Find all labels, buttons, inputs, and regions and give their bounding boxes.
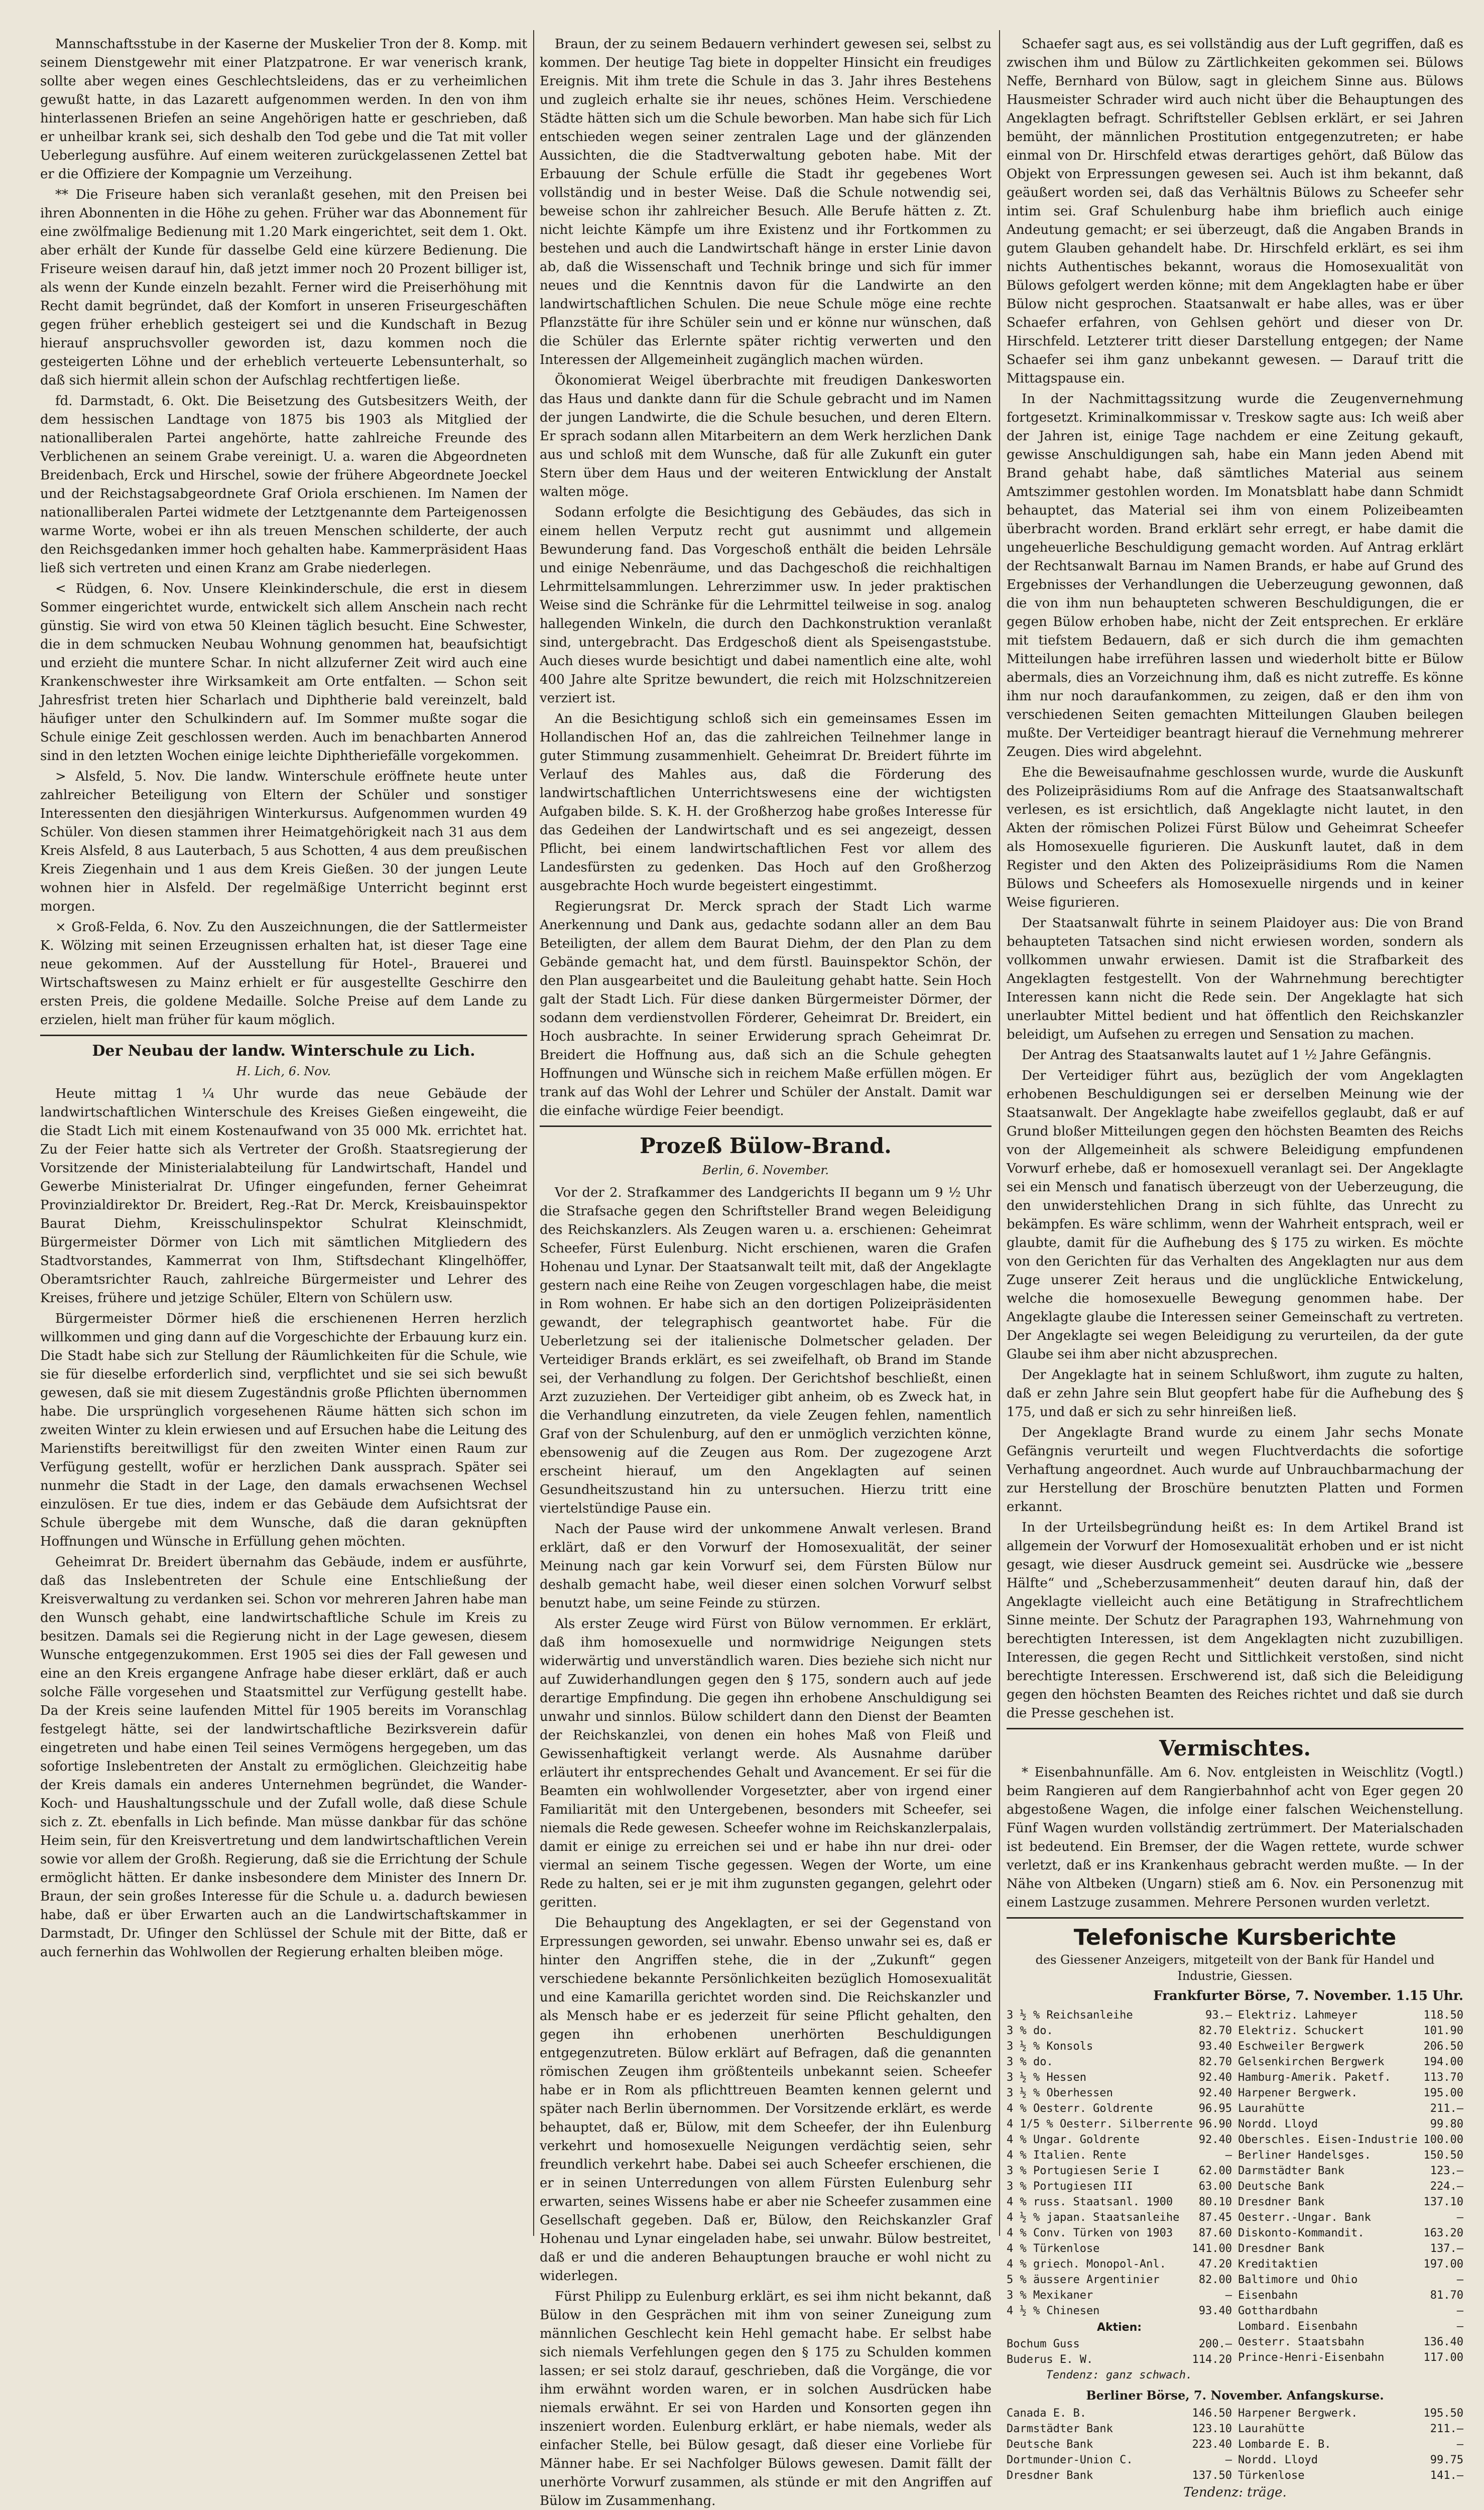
quote-name: Eschweiler Bergwerk (1238, 2040, 1365, 2053)
quote-value: 117.00 (1423, 2351, 1463, 2364)
quote-row (1007, 2101, 1232, 2116)
quote-row (1238, 2179, 1463, 2194)
quote-value: 206.50 (1423, 2040, 1463, 2053)
quote-value: 223.40 (1192, 2438, 1232, 2451)
aktien-quote-list (1007, 2336, 1232, 2367)
quote-row (1238, 2406, 1463, 2421)
quote-value: 99.80 (1430, 2118, 1463, 2130)
quote-name: Oberschles. Eisen-Industrie (1238, 2134, 1418, 2146)
quote-row (1007, 2179, 1232, 2194)
quote-row (1007, 2054, 1232, 2070)
quote-row (1238, 2101, 1463, 2116)
quote-name: 4 % Türkenlose (1007, 2242, 1100, 2255)
quote-value: 87.60 (1198, 2227, 1232, 2239)
quotes-right-column (1238, 2007, 1463, 2383)
quote-row (1007, 2148, 1232, 2163)
bond-quote-list (1007, 2007, 1232, 2319)
article-paragraph: Bürgermeister Dörmer hieß die erschienenen Herren herzlich willkommen und ging dann auf die Vorgeschichte der Erbauung kurz ein. Die Stadt habe sich zur Stellung der Räumlichkeiten für die Schule, wie sie für dieselbe erforderlich sind, verpflichtet und sie sei sich bewußt gewesen, daß sie mit diesem Zugeständnis große Pflichten übernommen habe. Die ursprünglich vorgesehenen Räume hätten sich schon im zweiten Winter zu klein erwiesen und auf Ersuchen habe die Leitung des Marienstifts bereitwilligst für den zweiten Winter einen Raum zur Verfügung gestellt, wofür er herzlichen Dank aussprach. Später sei nunmehr die Stadt in der Lage, den damals erwachsenen Wechsel einzulösen. Er tue dies, indem er das Gebäude dem Aufsichtsrat der Schule übergebe mit dem Wunsche, daß die daran geknüpften Hoffnungen und Wünsche in Erfüllung gehen möchten. (40, 1311, 527, 1549)
article-paragraph: Die Behauptung des Angeklagten, er sei der Gegenstand von Erpressungen geworden, sei unwahr. Ebenso unwahr sei es, daß er hinter den Angriffen stehe, die in der „Zukunft“ gegen verschiedene bekannte Persönlichkeiten bezüglich Homosexualität und eine Kamarilla gerichtet worden sind. Die Reichskanzler und als Mensch habe er es jederzeit für seine Pflicht gehalten, den gegen ihn erhobenen unerhörten Beschuldigungen entgegenzutreten. Bülow erklärt auf Befragen, daß die genannten römischen Zeugen ihm größtenteils unbekannt seien. Scheefer habe er in Rom als pflichttreuen Beamten kennen gelernt und später nach Berlin übernommen. Der Vorsitzende erklärt, es werde behauptet, daß er, Bülow, mit dem Scheefer, der ihn Eulenburg verkehrt und homosexuelle Neigungen verdächtig seien, sehr freundlich verkehrt habe. Dabei sei auch Scheefer erschienen, die er in seinen Unterredungen von allem Fürsten Eulenburg sehr erwarten, seines Wissens habe er aber nie Scheefer zusammen eine Gesellschaft gegeben. Daß er, Bülow, den Reichskanzler Graf Hohenau und Lynar eingeladen habe, sei unwahr. Bülow bestreitet, daß er und die anderen Behauptungen brauche er wohl nicht zu widerlegen. (540, 1916, 992, 2284)
quote-value: 47.20 (1198, 2258, 1232, 2271)
quote-row (1238, 2023, 1463, 2039)
quote-name: Prince-Henri-Eisenbahn (1238, 2351, 1385, 2364)
quote-name: 3 % do. (1007, 2056, 1053, 2068)
quote-row (1238, 2085, 1463, 2101)
quote-row (1238, 2116, 1463, 2132)
section-divider (540, 1125, 992, 1127)
quote-name: 3 ½ % Reichsanleihe (1007, 2009, 1133, 2022)
quote-value: 137.— (1430, 2242, 1463, 2255)
quote-name: Kreditaktien (1238, 2258, 1318, 2271)
quote-row (1007, 2023, 1232, 2039)
quote-value: 141.— (1430, 2469, 1463, 2482)
tendency-note: Tendenz: träge. (1183, 2485, 1287, 2500)
article-paragraph: × Groß-Felda, 6. Nov. Zu den Auszeichnungen, die der Sattlermeister K. Wölzing mit seinen Erzeugnissen erhalten hat, ist dieser Tage eine neue gekommen. Auf der Ausstellung für Hotel-, Brauerei und Wirtschaftswesen zu Mainz erhielt er für ausgestellte Geschirre den ersten Preis, die goldene Medaille. Solche Preise auf dem Lande zu erzielen, hielt man früher für kaum möglich. (40, 920, 527, 1028)
frankfurt-exchange-heading: Frankfurter Börse, 7. November. 1.15 Uhr. (1153, 1988, 1463, 2003)
quote-value: 163.20 (1423, 2227, 1463, 2239)
quote-row (1238, 2334, 1463, 2350)
quote-value: 197.00 (1423, 2258, 1463, 2271)
quote-value: 96.95 (1198, 2102, 1232, 2115)
quote-row (1238, 2039, 1463, 2054)
article-paragraph: Der Angeklagte Brand wurde zu einem Jahr sechs Monate Gefängnis verurteilt und wegen Fluchtverdachts die sofortige Verhaftung angeordnet. Auch wurde auf Unbrauchbarmachung der zur Herstellung der Broschüre benutzten Platten und Formen erkannt. (1007, 1425, 1463, 1515)
quote-row (1007, 2039, 1232, 2054)
quote-value: 81.70 (1430, 2289, 1463, 2302)
quote-name: Buderus E. W. (1007, 2353, 1093, 2366)
article-dateline: H. Lich, 6. Nov. (236, 1064, 331, 1078)
quote-row (1238, 2272, 1463, 2288)
quote-name: Canada E. B. (1007, 2407, 1086, 2420)
article-paragraph: Als erster Zeuge wird Fürst von Bülow vernommen. Er erklärt, daß ihm homosexuelle und normwidrige Neigungen stets widerwärtig und unverständlich waren. Dies beziehe sich nicht nur auf Zuwiderhandlungen gegen den § 175, sondern auch auf jede derartige Empfindung. Die gegen ihn erhobene Anschuldigung sei unwahr und sinnlos. Bülow schildert dann den Dienst der Beamten der Reichskanzlei, von denen ein hohes Maß von Fleiß und Gewissenhaftigkeit verlangt werde. Als Ausnahme darüber erläutert ihr entsprechendes Gehalt und Avancement. Er sei für die Beamten ein wohlwollender Vorgesetzter, aber von irgend einer Familiarität mit den Untergebenen, besonders mit Scheefer, sei niemals die Rede gewesen. Scheefer wohne im Reichskanzlerpalais, damit er einige zu erreichen sei und er habe ihn nur drei- oder viermal an seinem Tische gegessen. Wegen der Worte, um eine Rede zu halten, sei er je mit ihm zugunsten gegangen, gelehrt oder geritten. (540, 1616, 992, 1910)
quote-name: Dresdner Bank (1007, 2469, 1093, 2482)
quote-row (1007, 2406, 1232, 2421)
quote-row (1238, 2350, 1463, 2365)
quote-name: Lombard. Eisenbahn (1238, 2320, 1358, 2333)
quote-name: Dresdner Bank (1238, 2242, 1325, 2255)
section-divider (1007, 1917, 1463, 1919)
quote-value: — (1225, 2149, 1232, 2162)
quote-name: Darmstädter Bank (1238, 2165, 1344, 2177)
quote-name: Elektriz. Lahmeyer (1238, 2009, 1358, 2022)
quote-name: 3 ½ % Konsols (1007, 2040, 1093, 2053)
quote-row (1007, 2070, 1232, 2085)
berlin-quotes (1007, 2406, 1463, 2483)
quote-row (1007, 2303, 1232, 2319)
quote-value: 100.00 (1423, 2134, 1463, 2146)
quote-row (1007, 2437, 1232, 2452)
quote-value: 137.10 (1423, 2196, 1463, 2208)
quote-row (1007, 2132, 1232, 2148)
quote-row (1238, 2194, 1463, 2210)
quote-row (1007, 2085, 1232, 2101)
quote-name: 4 % russ. Staatsanl. 1900 (1007, 2196, 1173, 2208)
quote-value: 194.00 (1423, 2056, 1463, 2068)
quote-value: 92.40 (1198, 2071, 1232, 2084)
quote-value: 211.— (1430, 2423, 1463, 2435)
quote-row (1238, 2468, 1463, 2483)
quote-name: 4 % Italien. Rente (1007, 2149, 1127, 2162)
quote-name: 4 % griech. Monopol-Anl. (1007, 2258, 1166, 2271)
quote-name: 3 % Portugiesen III (1007, 2180, 1133, 2193)
quote-value: 87.45 (1198, 2211, 1232, 2224)
quote-row (1007, 2468, 1232, 2483)
quote-value: 92.40 (1198, 2087, 1232, 2099)
quote-row (1007, 2452, 1232, 2468)
quote-row (1238, 2303, 1463, 2319)
berlin-exchange-heading: Berliner Börse, 7. November. Anfangskurse. (1086, 2388, 1384, 2403)
quote-row (1007, 2288, 1232, 2303)
quote-value: 82.70 (1198, 2056, 1232, 2068)
quote-value: 93.— (1205, 2009, 1232, 2022)
quote-name: Harpener Bergwerk. (1238, 2087, 1358, 2099)
article-paragraph: Geheimrat Dr. Breidert übernahm das Gebäude, indem er ausführte, daß das Inslebentreten der Schule eine Entschließung der Kreisverwaltung zu verdanken sei. Schon vor mehreren Jahren habe man den Wunsch gehabt, eine landwirtschaftliche Schule im Kreis zu besitzen. Damals sei die Regierung nicht in der Lage gewesen, diesem Wunsche entgegenzukommen. Erst 1905 sei dies der Fall gewesen und eine an den Kreis ergangene Anfrage habe dieser erklärt, daß er auch solche Fälle vorgesehen und Staatsmittel zur Verfügung gestellt habe. Da der Kreis seine laufenden Mittel für 1905 bereits im Voranschlag festgelegt hätte, sei der landwirtschaftliche Bezirksverein dafür eingetreten und habe einen Teil seines Vermögens hergegeben, um das sofortige Inslebentreten der Anstalt zu ermöglichen. Gleichzeitig habe der Kreis damals ein anderes Unternehmen begründet, die Wander-Koch- und Haushaltungsschule und der Zufall wolle, daß diese Schule sich z. Zt. ebenfalls in Lich befinde. Man müsse dankbar für das schöne Heim sein, für den Kreisvertretung und dem landwirtschaftlichen Verein sowie vor allem der Großh. Regierung, daß sie die Errichtung der Schule ermöglicht hätten. Er danke insbesondere dem Minister des Innern Dr. Braun, der sein großes Interesse für die Schule u. a. dadurch bewiesen habe, daß er über Erwarten auch an die Landwirtschaftskammer in Darmstadt, Dr. Ufinger den Schlüssel der Schule mit der Bitte, daß er auch fernerhin das Wohlwollen der Regierung erhalten bleiben möge. (40, 1555, 527, 1960)
section-divider (1007, 1728, 1463, 1729)
quote-row (1007, 2116, 1232, 2132)
quote-row (1238, 2007, 1463, 2023)
article-paragraph: Heute mittag 1 ¼ Uhr wurde das neue Gebäude der landwirtschaftlichen Winterschule des Kreises Gießen eingeweiht, die die Stadt Lich mit einem Kostenaufwand von 35 000 Mk. errichtet hat. Zu der Feier hatte sich als Vertreter der Großh. Staatsregierung der Vorsitzende der Ministerialabteilung für Landwirtschaft, Handel und Gewerbe Ministerialrat Dr. Ufinger eingefunden, ferner Geheimrat Provinzialdirektor Dr. Breidert, Reg.-Rat Dr. Merck, Kreisbauinspektor Baurat Diehm, Kreisschulinspektor Schulrat Kleinschmidt, Bürgermeister Dörmer von Lich mit sämtlichen Mitgliedern des Stadtvorstandes, Kammerrat von Ihm, Stiftsdechant Klingelhöffer, Oberamtsrichter Rauch, zahlreiche Bürgermeister und Lehrer des Kreises, frühere und jetzige Schüler, Eltern von Schülern usw. (40, 1086, 527, 1306)
quote-row (1238, 2256, 1463, 2272)
quote-value: — (1225, 2289, 1232, 2302)
column-3 (1007, 35, 1463, 2500)
quote-row (1238, 2421, 1463, 2437)
frankfurt-quotes (1007, 2007, 1463, 2383)
quote-name: Oesterr.-Ungar. Bank (1238, 2211, 1371, 2224)
article-paragraph: Mannschaftsstube in der Kaserne der Muskelier Tron der 8. Komp. mit seinem Dienstgewehr mit einer Platzpatrone. Er war venerisch krank, sollte aber wegen eines Geschlechtsleidens, das er zu verheimlichen gewußt hatte, in das Lazarett aufgenommen werden. In den von ihm hinterlassenen Briefen an seine Angehörigen hatte er geschrieben, daß er unheilbar krank sei, sich deshalb den Tod gebe und die Tat mit voller Ueberlegung ausführe. Auf einem weiteren zurückgelassenen Zettel bat er die Offiziere der Kompagnie um Verzeihung. (40, 37, 527, 182)
article-paragraph: Fürst Philipp zu Eulenburg erklärt, es sei ihm nicht bekannt, daß Bülow in den Gesprächen mit ihm von seiner Zuneigung zum männlichen Geschlecht kein Hehl gemacht habe. Er selbst habe sich niemals Verfehlungen gegen den § 175 zu Schulden kommen lassen; er sei stolz darauf, geschrieben, daß die Vorgänge, die vor ihm erwähnt worden waren, er in solchen Ausdrücken habe niemals erwähnt. Er sei von Harden und Konsorten gegen ihn inszeniert worden. Eulenburg erklärt, er habe niemals, weder als einfacher Stelle, bei Bülow gesagt, daß dieser eine Vorliebe für Männer habe. Er sei Nachfolger Bülows gewesen. Damit fällt der unerhörte Vorwurf zusammen, als stünde er mit den Angriffen auf Bülow im Zusammenhang. (540, 2289, 992, 2508)
quote-value: 136.40 (1423, 2336, 1463, 2348)
quote-name: Darmstädter Bank (1007, 2423, 1113, 2435)
article-paragraph: In der Nachmittagssitzung wurde die Zeugenvernehmung fortgesetzt. Kriminalkommissar v. Treskow sagte aus: Ich weiß aber der Jahren ist, einige Tage nachdem er eine Zeitung gekauft, gewisse Anschuldigungen sah, habe ein Mann jeden Abend mit Brand gehabt habe, daß sämtliches Material aus seinem Amtszimmer gestohlen worden. Im Monatsblatt habe dann Schmidt behauptet, das Material sei ihm von einem Polizeibeamten überbracht worden. Brand erklärt sehr erregt, er habe damit die ungeheuerliche Beschuldigung gemacht worden. Auf Antrag erklärt der Rechtsanwalt Barnau im Namen Brands, er habe auf Grund des Ergebnisses der Verhandlungen die Ueberzeugung gewonnen, daß die von ihm nun behaupteten schweren Beschuldigungen, die er gegen Bülow erhoben habe, nicht der Zeit entsprechen. Er erkläre mit tiefstem Bedauern, daß er sich durch die ihm gemachten Mitteilungen habe irreführen lassen und wiederholt bitte er Bülow abermals, dies an Vorzeichnung ihm, daß es nicht zutreffe. Es könne ihm nur noch daraufankommen, zu zeigen, daß er den ihm von verschiedenen Seiten gemachten Mitteilungen Glauben beilegen mußte. Der Verteidiger beantragt hierauf die Vernehmung mehrerer Zeugen. Dies wird abgelehnt. (1007, 392, 1463, 760)
quote-row (1238, 2148, 1463, 2163)
quote-row (1007, 2421, 1232, 2437)
berlin-quotes-left (1007, 2406, 1232, 2483)
quote-name: Dortmunder-Union C. (1007, 2454, 1133, 2466)
quote-name: 4 1/5 % Oesterr. Silberrente (1007, 2118, 1193, 2130)
quote-name: Diskonto-Kommandit. (1238, 2227, 1365, 2239)
article-paragraph: > Alsfeld, 5. Nov. Die landw. Winterschule eröffnete heute unter zahlreicher Beteiligung von Eltern der Schüler und sonstiger Interessenten den diesjährigen Winterkursus. Aufgenommen wurden 49 Schüler. Von diesen stammen ihrer Heimatgehörigkeit nach 31 aus dem Kreis Alsfeld, 8 aus Lauterbach, 5 aus Schotten, 4 aus dem preußischen Kreis Ziegenhain und 1 aus dem Kreis Gießen. 30 der jungen Leute wohnen hier in Alsfeld. Der regelmäßige Unterricht beginnt erst morgen. (40, 769, 527, 914)
quote-name: Laurahütte (1238, 2102, 1305, 2115)
quote-value: 82.00 (1198, 2274, 1232, 2286)
quote-value: 137.50 (1192, 2469, 1232, 2482)
quote-name: Laurahütte (1238, 2423, 1305, 2435)
quote-value: — (1456, 2320, 1463, 2333)
quote-value: 195.50 (1423, 2407, 1463, 2420)
quote-value: 118.50 (1423, 2009, 1463, 2022)
quote-value: 150.50 (1423, 2149, 1463, 2162)
quote-value: — (1456, 2438, 1463, 2451)
stock-report (1007, 1924, 1463, 2502)
quote-row (1238, 2452, 1463, 2468)
quote-value: 211.— (1430, 2102, 1463, 2115)
quote-name: Oesterr. Staatsbahn (1238, 2336, 1365, 2348)
article-paragraph: < Rüdgen, 6. Nov. Unsere Kleinkinderschule, die erst in diesem Sommer eingerichtet wurde, entwickelt sich allem Anschein nach recht günstig. Sie wird von etwa 50 Kleinen täglich besucht. Eine Schwester, die in dem schmucken Neubau Wohnung genommen hat, beaufsichtigt und erzieht die muntere Schar. In nicht allzuferner Zeit wird auch eine Krankenschwester ihre Wirksamkeit am Orte entfalten. — Schon seit Jahresfrist treten hier Scharlach und Diphtherie bald vereinzelt, bald häufiger unter den Schulkindern auf. Im Sommer mußte sogar die Schule einige Zeit geschlossen werden. Auch im benachbarten Annerod sind in den letzten Wochen einige leichte Diphtheriefälle vorgekommen. (40, 581, 527, 764)
quote-value: 146.50 (1192, 2407, 1232, 2420)
quote-value: 82.70 (1198, 2025, 1232, 2037)
quote-name: 4 % Oesterr. Goldrente (1007, 2102, 1153, 2115)
quote-name: 3 % Portugiesen Serie I (1007, 2165, 1160, 2177)
quote-value: 96.90 (1198, 2118, 1232, 2130)
quote-row (1238, 2319, 1463, 2334)
column-2 (540, 35, 992, 2508)
article-paragraph: Der Staatsanwalt führte in seinem Plaidoyer aus: Die von Brand behaupteten Tatsachen sind nicht erwiesen worden, sondern als vollkommen unwahr erwiesen. Damit ist die Strafbarkeit des Angeklagten festgestellt. Von der Wahrnehmung berechtigter Interessen kann nicht die Rede sein. Der Angeklagte hat sich unerlaubter Mittel bedient und hat öffentlich den Reichskanzler beleidigt, um Aufsehen zu erregen und Sensation zu machen. (1007, 916, 1463, 1042)
quote-name: Nordd. Lloyd (1238, 2118, 1318, 2130)
quote-value: 200.— (1198, 2338, 1232, 2350)
quote-name: Deutsche Bank (1238, 2180, 1325, 2193)
section-divider (40, 1035, 527, 1036)
quote-value: 62.00 (1198, 2165, 1232, 2177)
quote-row (1238, 2437, 1463, 2452)
quote-value: — (1225, 2454, 1232, 2466)
quote-name: 4 % Ungar. Goldrente (1007, 2134, 1140, 2146)
quote-row (1007, 2256, 1232, 2272)
quote-value: 63.00 (1198, 2180, 1232, 2193)
quote-name: 3 % do. (1007, 2025, 1053, 2037)
section-headline: Vermischtes. (1159, 1736, 1311, 1761)
quote-name: 3 % Mexikaner (1007, 2289, 1093, 2302)
quote-value: 99.75 (1430, 2454, 1463, 2466)
quote-value: 224.— (1430, 2180, 1463, 2193)
column-divider (533, 30, 534, 2236)
quote-row (1007, 2210, 1232, 2225)
quote-value: 93.40 (1198, 2305, 1232, 2317)
quote-value: 123.— (1430, 2165, 1463, 2177)
quote-value: 80.10 (1198, 2196, 1232, 2208)
article-paragraph: Nach der Pause wird der unkommene Anwalt verlesen. Brand erklärt, daß er den Vorwurf der Homosexualität, der seiner Meinung nach gar kein Vorwurf sei, dem Fürsten Bülow nur deshalb gemacht habe, weil dieser einen solchen Vorwurf selbst benutzt habe, um seine Feinde zu stürzen. (540, 1522, 992, 1611)
quote-value: 93.40 (1198, 2040, 1232, 2053)
quote-name: Dresdner Bank (1238, 2196, 1325, 2208)
quote-row (1238, 2070, 1463, 2085)
quote-value: 113.70 (1423, 2071, 1463, 2084)
quote-value: 123.10 (1192, 2423, 1232, 2435)
quote-name: Gotthardbahn (1238, 2305, 1318, 2317)
stock-report-subtitle: des Giessener Anzeigers, mitgeteilt von der Bank für Handel und Industrie, Giessen. (1035, 1953, 1435, 1983)
quote-name: Lombarde E. B. (1238, 2438, 1331, 2451)
quote-name: 4 ½ % japan. Staatsanleihe (1007, 2211, 1180, 2224)
quote-name: Baltimore und Ohio (1238, 2274, 1358, 2286)
article-paragraph: In der Urteilsbegründung heißt es: In dem Artikel Brand ist allgemein der Vorwurf der Homosexualität erhoben und er ist nicht gesagt, wie dieser Ausdruck gemeint sei. Ausdrücke wie „bessere Hälfte“ und „Scheberzusammenheit“ deuten darauf hin, daß der Angeklagte vielleicht auch eine Betätigung in Strafrechtlichem Sinne meinte. Der Schutz der Paragraphen 193, Wahrnehmung von berechtigten Interessen, ist dem Angeklagten nicht zuzubilligen. Interessen, die gegen Recht und Sittlichkeit verstoßen, sind nicht berechtigte Interessen. Erschwerend ist, daß sich die Beleidigung gegen den höchsten Beamten des Reiches richtet und daß sie durch die Presse geschehen ist. (1007, 1520, 1463, 1721)
article-paragraph: Der Verteidiger führt aus, bezüglich der vom Angeklagten erhobenen Beschuldigungen sei er derselben Meinung wie der Staatsanwalt. Der Angeklagte habe zweifellos geglaubt, daß er auf Grund bloßer Mitteilungen gegen den höchsten Beamten des Reichs von der Allgemeinheit als schwere Beleidigung empfundenen Vorwurf erhebe, daß er homosexuell veranlagt sei. Der Angeklagte sei ein Mensch und fanatisch überzeugt von der Ueberzeugung, die den unwiderstehlichen Drang in sich fühlte, das Unrecht zu bekämpfen. Es wäre schlimm, wenn der Wahrheit entsprach, weil er glaubte, damit für die Aufhebung des § 175 zu wirken. Es möchte von den Gerichten für das Verhalten des Angeklagten nur aus dem Zuge unserer Zeit heraus und die unglückliche Entwickelung, welche die homosexuelle Bewegung genommen habe. Der Angeklagte glaube die Interessen seiner Gemeinschaft zu vertreten. Der Angeklagte sei wegen Beleidigung zu verurteilen, da der gute Glaube sei ihm aber nicht abzusprechen. (1007, 1068, 1463, 1362)
quote-name: Hamburg-Amerik. Paketf. (1238, 2071, 1391, 2084)
article-dateline: Berlin, 6. November. (702, 1163, 829, 1177)
stock-report-title: Telefonische Kursberichte (1073, 1925, 1397, 1950)
quote-row (1007, 2352, 1232, 2367)
article-paragraph: * Eisenbahnunfälle. Am 6. Nov. entgleisten in Weischlitz (Vogtl.) beim Rangieren auf dem Rangierbahnhof acht von Eger gegen 20 abgestoßene Wagen, die infolge einer falschen Weichenstellung. Fünf Wagen wurden vollständig zertrümmert. Der Materialschaden ist bedeutend. Ein Bremser, der die Wagen rettete, wurde schwer verletzt, daß er ins Krankenhaus gebracht werden mußte. — In der Nähe von Altbeken (Ungarn) stieß am 6. Nov. ein Personenzug mit einem Lastzuge zusammen. Mehrere Personen wurden verletzt. (1007, 1765, 1463, 1910)
quote-value: 114.20 (1192, 2353, 1232, 2366)
berlin-quotes-right (1238, 2406, 1463, 2483)
article-paragraph: Schaefer sagt aus, es sei vollständig aus der Luft gegriffen, daß es zwischen ihm und Bülow zu Zärtlichkeiten gekommen sei. Bülows Neffe, Bernhard von Bülow, sagt in gleichem Sinne aus. Bülows Hausmeister Schrader wird auch nicht über die Behauptungen des Angeklagten befragt. Schriftsteller Geblsen erklärt, er sei Jahren bemüht, der männlichen Prostitution entgegenzutreten; er habe einmal von Dr. Hirschfeld etwas derartiges gehört, daß Bülow das Objekt von Erpressungen gewesen sei. Auch ist ihm bekannt, daß geäußert worden sei, daß das Verhältnis Bülows zu Scheefer sehr intim sei. Graf Schulenburg habe ihm brieflich auch einige Andeutung gemacht; er sei überzeugt, daß die Angaben Brands in gutem Glauben gehandelt habe. Dr. Hirschfeld erklärt, es sei ihm nichts Authentisches bekannt, woraus die Homosexualität von Bülows gefolgert werden könne; mit dem Angeklagten habe er über Bülow nicht gesprochen. Staatsanwalt er habe alles, was er über Schaefer erfahren, von Gehlsen gehört und dieser von Dr. Hirschfeld. Letzterer tritt dieser Darstellung entgegen; der Name Schaefer sei ihm ganz unbekannt gewesen. — Darauf tritt die Mittagspause ein. (1007, 37, 1463, 386)
article-paragraph: fd. Darmstadt, 6. Okt. Die Beisetzung des Gutsbesitzers Weith, der dem hessischen Landtage von 1875 bis 1903 als Mitglied der nationalliberalen Partei angehörte, hatte zahlreiche Freunde des Verblichenen an seinem Grabe vereinigt. U. a. waren die Abgeordneten Breidenbach, Erck und Hirschel, sowie der frühere Abgeordnete Joeckel und der Reichstagsabgeordnete Graf Oriola erschienen. Im Namen der nationalliberalen Partei widmete der Letztgenannte dem Parteigenossen warme Worte, wobei er ihn als treuen Menschen schilderte, der auch den Reichsgedanken immer hoch gehalten habe. Kammerpräsident Haas ließ sich vertreten und einen Kranz am Grabe niederlegen. (40, 394, 527, 576)
quote-row (1007, 2007, 1232, 2023)
quote-name: Eisenbahn (1238, 2289, 1298, 2302)
quote-name: Gelsenkirchen Bergwerk (1238, 2056, 1385, 2068)
quote-value: — (1456, 2211, 1463, 2224)
aktien-heading: Aktien: (1096, 2321, 1142, 2334)
quote-value: — (1456, 2274, 1463, 2286)
article-paragraph: Der Angeklagte hat in seinem Schlußwort, ihm zugute zu halten, daß er zehn Jahre sein Blut geopfert habe für die Aufhebung des § 175, und daß er sich zu sehr hinreißen ließ. (1007, 1367, 1463, 1420)
quote-value: 92.40 (1198, 2134, 1232, 2146)
quote-name: 4 ½ % Chinesen (1007, 2305, 1100, 2317)
quote-row (1007, 2272, 1232, 2288)
quote-row (1238, 2163, 1463, 2179)
quote-name: Berliner Handelsges. (1238, 2149, 1371, 2162)
quote-name: Elektriz. Schuckert (1238, 2025, 1365, 2037)
article-paragraph: ** Die Friseure haben sich veranlaßt gesehen, mit den Preisen bei ihren Abonnenten in die Höhe zu gehen. Früher war das Abonnement für eine zwölfmalige Bedienung mit 1.20 Mark eingerichtet, seit dem 1. Okt. aber erhält der Kunde für dasselbe Geld eine kürzere Bedienung. Die Friseure weisen darauf hin, daß jetzt immer noch 20 Prozent billiger ist, als wenn der Kunde einzeln bezahlt. Ferner wird die Preiserhöhung mit Recht damit begründet, daß der Komfort in unseren Friseurgeschäften gegen früher erheblich gesteigert sei und die Kundschaft in Bezug hierauf anspruchsvoller geworden ist, dazu kommen noch die gesteigerten Löhne und der erheblich verteuerte Lebensunterhalt, so daß sich hiermit allein schon der Aufschlag rechtfertigen ließe. (40, 187, 527, 388)
article-headline: Der Neubau der landw. Winterschule zu Lich. (92, 1042, 475, 1060)
quote-name: Deutsche Bank (1007, 2438, 1093, 2451)
quote-row (1007, 2163, 1232, 2179)
article-paragraph: Braun, der zu seinem Bedauern verhindert gewesen sei, selbst zu kommen. Der heutige Tag biete in doppelter Hinsicht ein freudiges Ereignis. Mit ihm trete die Schule in das 3. Jahr ihres Bestehens und zugleich erhalte sie ihr neues, schönes Heim. Verschiedene Städte hätten sich um die Schule beworben. Man habe sich für Lich entschieden wegen seiner zentralen Lage und der glänzenden Aussichten, die die Stadtverwaltung geboten habe. Mit der Erbauung der Schule erfülle die Stadt ihr gegebenes Wort vollständig und in bester Weise. Daß die Schule notwendig sei, beweise schon ihr zahlreicher Besuch. Alle Berufe hätten z. Zt. nicht leichte Kämpfe um ihre Existenz und ihr Fortkommen zu bestehen und auch die Landwirtschaft hänge in erster Linie davon ab, daß die Wissenschaft und Technik bringe und sich für immer neues und die Kenntnis davon für die Landwirte an den landwirtschaftlichen Schulen. Die neue Schule möge eine rechte Pflanzstätte für ihre Schüler sein und er könne nur wünschen, daß die Schüler das Erlernte später richtig verwerten und den Interessen der Allgemeinheit zugänglich machen würden. (540, 37, 992, 367)
quote-row (1238, 2241, 1463, 2256)
quote-row (1238, 2054, 1463, 2070)
quote-name: Harpener Bergwerk. (1238, 2407, 1358, 2420)
quote-row (1238, 2225, 1463, 2241)
column-1 (40, 35, 527, 2233)
article-paragraph: An die Besichtigung schloß sich ein gemeinsames Essen im Hollandischen Hof an, das die zahlreichen Teilnehmer lange in guter Stimmung zusammenhielt. Geheimrat Dr. Breidert führte im Verlauf des Mahles aus, daß die Förderung des landwirtschaftlichen Unterrichtswesens eine der wichtigsten Aufgaben bilde. S. K. H. der Großherzog habe großes Interesse für das Gedeihen der Landwirtschaft und es sei angezeigt, dessen Pflicht, bei einem landwirtschaftlichen Fest vor allem des Landesfürsten zu gedenken. Das Hoch auf den Großherzog ausgebrachte Hoch wurde begeistert eingestimmt. (540, 711, 992, 894)
quote-name: 5 % äussere Argentinier (1007, 2274, 1160, 2286)
quote-name: Türkenlose (1238, 2469, 1305, 2482)
quote-row (1007, 2336, 1232, 2352)
quote-row (1007, 2241, 1232, 2256)
quote-name: 3 ½ % Hessen (1007, 2071, 1086, 2084)
quote-row (1238, 2132, 1463, 2148)
article-paragraph: Regierungsrat Dr. Merck sprach der Stadt Lich warme Anerkennung und Dank aus, gedachte sodann aller an dem Bau Beteiligten, der allem dem Baurat Diehm, der den Plan zu dem Gebände gemacht hat, und dem fürstl. Bauinspektor Schön, der den Plan ausgearbeitet und die Bauleitung gehabt hatte. Sein Hoch galt der Stadt Lich. Für diese danken Bürgermeister Dörmer, der sodann dem verdienstvollen Förderer, Geheimrat Dr. Breidert, ein Hoch ausbrachte. In seiner Erwiderung sprach Geheimrat Dr. Breidert die Hoffnung aus, daß sich an die Schule gehegten Hoffnungen und Wünsche sich in reichem Maße erfüllen mögen. Er trank auf das Wohl der Lehrer und Schüler der Anstalt. Damit war die einfache würdige Feier beendigt. (540, 899, 992, 1118)
quote-name: 4 % Conv. Türken von 1903 (1007, 2227, 1173, 2239)
quote-row (1007, 2225, 1232, 2241)
column-divider (999, 30, 1000, 2236)
quote-name: Nordd. Lloyd (1238, 2454, 1318, 2466)
quote-row (1238, 2210, 1463, 2225)
quote-value: — (1456, 2305, 1463, 2317)
article-paragraph: Der Antrag des Staatsanwalts lautet auf 1 ½ Jahre Gefängnis. (1022, 1048, 1432, 1063)
article-paragraph: Ökonomierat Weigel überbrachte mit freudigen Dankesworten das Haus und dankte dann für die Schule gebracht und im Namen der jungen Landwirte, die die Schule besuchen, und deren Eltern. Er sprach sodann allen Mitarbeitern an dem Werk herzlichen Dank aus und schloß mit dem Wunsche, daß für alle Zukunft ein guter Stern über dem Haus und der weiteren Entwicklung der Anstalt walten möge. (540, 373, 992, 499)
quote-name: 3 ½ % Oberhessen (1007, 2087, 1113, 2099)
quote-name: Bochum Guss (1007, 2338, 1080, 2350)
article-headline: Prozeß Bülow-Brand. (640, 1134, 892, 1158)
quote-row (1238, 2288, 1463, 2303)
tendency-note: Tendenz: ganz schwach. (1046, 2369, 1193, 2381)
share-quote-list (1238, 2007, 1463, 2365)
quote-value: 141.00 (1192, 2242, 1232, 2255)
quotes-left-column (1007, 2007, 1232, 2383)
article-paragraph: Vor der 2. Strafkammer des Landgerichts II begann um 9 ½ Uhr die Strafsache gegen den Schriftsteller Brand wegen Beleidigung des Reichskanzlers. Als Zeugen waren u. a. erschienen: Geheimrat Scheefer, Fürst Eulenburg. Nicht erschienen, waren die Grafen Hohenau und Lynar. Der Staatsanwalt teilt mit, daß der Angeklagte gestern nach eine Reihe von Zeugen vorgeschlagen habe, die meist in Rom wohnen. Er habe sich an den dortigen Polizeipräsidenten gewandt, der telegraphisch geantwortet habe. Für die Ueberletzung sei der italienische Dolmetscher geladen. Der Verteidiger Brands erklärt, es sei zweifelhaft, ob Brand im Stande sei, der Verhandlung zu folgen. Der Gerichtshof beschließt, einen Arzt zuzuziehen. Der Verteidiger gibt anheim, ob es Zweck hat, in die Verhandlung einzutreten, da viele Zeugen fehlen, namentlich Graf von der Schulenburg, auf den er unmöglich verzichten könne, ebensowenig auf die Zeugen aus Rom. Der zugezogene Arzt erscheint hierauf, um den Angeklagten auf seinen Gesundheitszustand hin zu untersuchen. Hierzu tritt eine viertelstündige Pause ein. (540, 1185, 992, 1516)
quote-value: 101.90 (1423, 2025, 1463, 2037)
article-paragraph: Ehe die Beweisaufnahme geschlossen wurde, wurde die Auskunft des Polizeipräsidiums Rom auf die Anfrage des Staatsanwaltschaft verlesen, es ist ersichtlich, daß Angeklagte nicht lautet, in den Akten der römischen Polizei Fürst Bülow und Geheimrat Scheefer als Homosexuelle figurieren. Die Auskunft lautet, daß in dem Register und den Akten des Polizeipräsidiums Rom die Namen Bülows und Scheefers als Homosexuelle nirgends und in keiner Weise figurieren. (1007, 765, 1463, 910)
quote-row (1007, 2194, 1232, 2210)
article-paragraph: Sodann erfolgte die Besichtigung des Gebäudes, das sich in einem hellen Verputz recht gut ausnimmt und allgemein Bewunderung fand. Das Vorgeschoß enthält die beiden Lehrsäle und einige Nebenräume, und das Dachgeschoß die reichhaltigen Lehrmittelsammlungen. Lehrerzimmer usw. In jeder praktischen Weise sind die Schränke für die Lehrmittel teilweise in sog. analog hallegenden Winkeln, die durch den Dachkonstruktion veranlaßt sind, untergebracht. Das Erdgeschoß dient als Speisengaststube. Auch dieses wurde besichtigt und dabei namentlich eine alte, wohl 400 Jahre alte Spritze bewundert, die reich mit Holzschnitzereien verziert ist. (540, 505, 992, 706)
quote-value: 195.00 (1423, 2087, 1463, 2099)
